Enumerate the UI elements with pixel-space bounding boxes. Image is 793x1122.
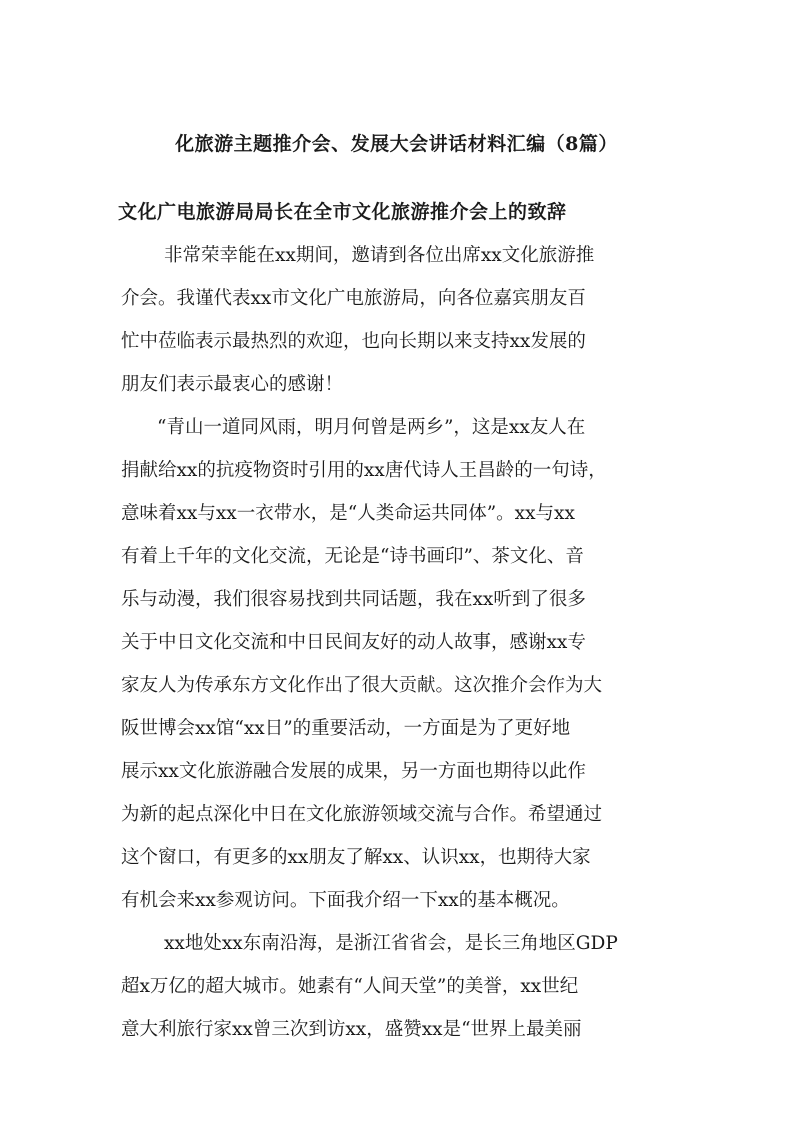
body-line: 捐献给xx的抗疫物资时引用的xx唐代诗人王昌龄的一句诗， — [121, 460, 607, 481]
body-line: 意大利旅行家xx曾三次到访xx，盛赞xx是“世界上最美丽 — [121, 1019, 582, 1040]
body-line: 意味着xx与xx一衣带水，是“人类命运共同体”。xx与xx — [121, 503, 575, 524]
body-line: 展示xx文化旅游融合发展的成果，另一方面也期待以此作 — [121, 761, 586, 782]
body-line: 非常荣幸能在xx期间，邀请到各位出席xx文化旅游推 — [164, 245, 595, 266]
body-line: 关于中日文化交流和中日民间友好的动人故事，感谢xx专 — [121, 632, 586, 653]
body-line: 有着上千年的文化交流，无论是“诗书画印”、茶文化、音 — [121, 546, 584, 567]
body-line: 介会。我谨代表xx市文化广电旅游局，向各位嘉宾朋友百 — [121, 288, 586, 309]
body-line: 朋友们表示最衷心的感谢！ — [121, 374, 344, 395]
body-line: 阪世博会xx馆“xx日”的重要活动，一方面是为了更好地 — [121, 718, 571, 739]
body-line: 这个窗口，有更多的xx朋友了解xx、认识xx，也期待大家 — [121, 847, 591, 868]
body-line: “青山一道同风雨，明月何曾是两乡”，这是xx友人在 — [157, 417, 586, 438]
document-title: 化旅游主题推介会、发展大会讲话材料汇编（8篇） — [175, 133, 618, 155]
body-line: 超x万亿的超大城市。她素有“人间天堂”的美誉，xx世纪 — [121, 976, 579, 997]
body-line: 有机会来xx参观访问。下面我介绍一下xx的基本概况。 — [121, 890, 570, 911]
speech-title: 文化广电旅游局局长在全市文化旅游推介会上的致辞 — [118, 201, 567, 223]
body-line: 为新的起点深化中日在文化旅游领域交流与合作。希望通过 — [121, 804, 603, 825]
body-line: 乐与动漫，我们很容易找到共同话题，我在xx听到了很多 — [121, 589, 586, 610]
body-line: xx地处xx东南沿海，是浙江省省会，是长三角地区GDP — [164, 933, 618, 954]
body-line: 忙中莅临表示最热烈的欢迎，也向长期以来支持xx发展的 — [121, 331, 586, 352]
body-line: 家友人为传承东方文化作出了很大贡献。这次推介会作为大 — [121, 675, 603, 696]
